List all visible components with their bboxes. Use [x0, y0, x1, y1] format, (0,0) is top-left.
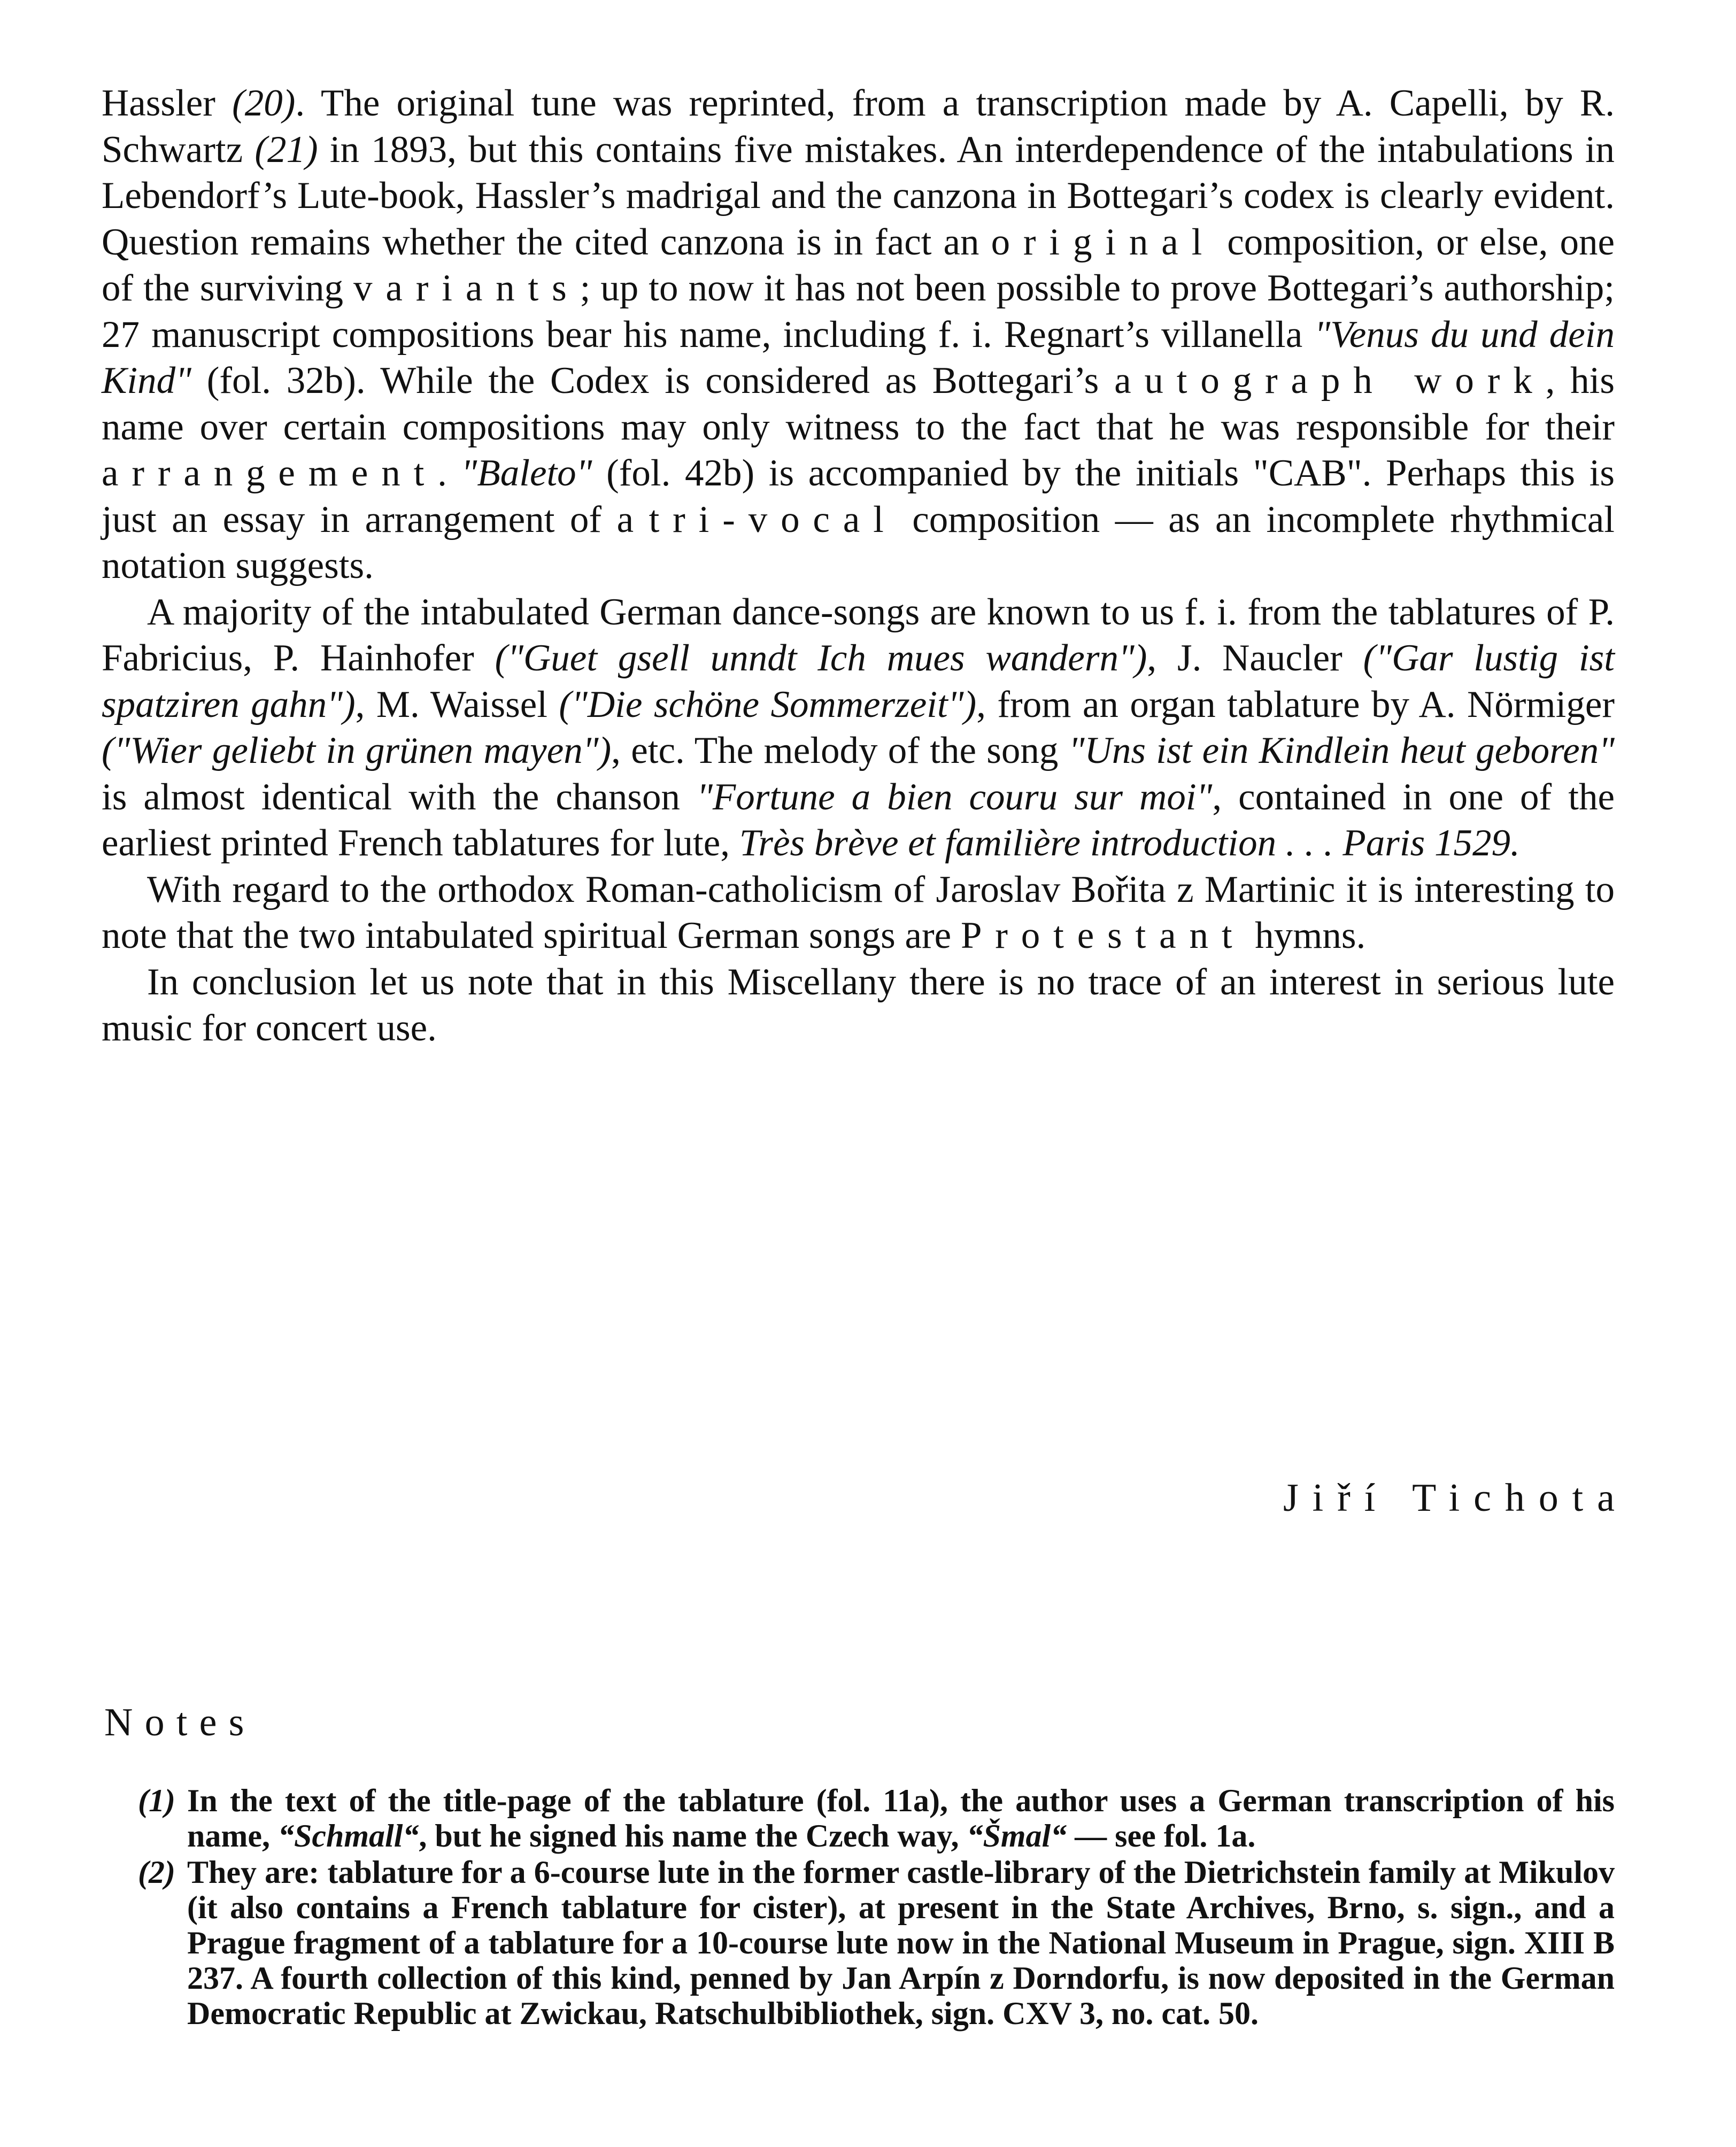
- italic-text: "Venus du und dein Kind": [102, 313, 1615, 401]
- text-run: , etc. The melody of the song: [611, 730, 1069, 771]
- spaced-emphasis: original: [991, 221, 1216, 263]
- text-run: — see fol. 1a.: [1067, 1818, 1256, 1853]
- paragraph: [102, 959, 1615, 1052]
- paragraph: [102, 589, 1615, 867]
- footnote: [102, 1855, 1615, 2031]
- text-run: In the text of the title-page of the tablature (fol. 11a), the author uses a German transcription of his name,: [187, 1783, 1615, 1853]
- footnote-text: [187, 1855, 1615, 2031]
- text-run: , contained in one of the earliest printed French tablatures for lute,: [102, 776, 1615, 864]
- footnote-number: (2): [138, 1855, 175, 1890]
- text-run: ; up to now it has not been possible to prove Bottegari’s authorship; 27 manuscript compositions bear his name, including f. i. Regnart’s villanella: [102, 267, 1615, 356]
- text-run: , from an organ tablature by A. Nörmiger: [976, 683, 1615, 725]
- spaced-emphasis: arrangement: [102, 452, 438, 494]
- italic-text: ("Wier geliebt in grünen mayen"): [102, 730, 612, 771]
- italic-text: "Baleto": [461, 452, 592, 494]
- italic-text: "Uns ist ein Kindlein heut geboren": [1068, 730, 1615, 771]
- italic-text: "Fortune a bien couru sur moi": [697, 776, 1213, 818]
- text-run: hymns.: [1245, 915, 1366, 956]
- footnote-text: [187, 1783, 1615, 1853]
- paragraph: [102, 80, 1615, 589]
- article-body: [102, 80, 1615, 1052]
- text-run: , but he signed his name the Czech way,: [419, 1818, 967, 1853]
- spaced-emphasis: variants: [353, 267, 580, 309]
- article-page: [102, 80, 1629, 2031]
- text-run: In conclusion let us note that in this Miscellany there is no trace of an interest in serious lute music for concert use.: [102, 961, 1615, 1049]
- italic-text: Très brève et familière introduction . . . Paris 1529.: [739, 822, 1520, 864]
- italic-text: (20): [232, 82, 296, 124]
- footnote-number: (1): [138, 1783, 175, 1818]
- paragraph: [102, 867, 1615, 959]
- text-run: (fol. 42b) is accompanied by the initials "CAB". Perhaps this is just an essay in arrangement of a: [102, 452, 1615, 540]
- text-run: , M. Waissel: [355, 683, 559, 725]
- spaced-emphasis: autograph work: [1114, 360, 1546, 401]
- text-run: With regard to the orthodox Roman-catholicism of Jaroslav Bořita z Martinic it is interesting to note that the two intabulated spiritual German songs are: [102, 868, 1615, 956]
- notes-list: [102, 1783, 1615, 2032]
- text-run: They are: tablature for a 6-course lute in the former castle-library of the Dietrichstein family at Mikulov (it also contains a French tablature for cister), at present in the State Archives, Brno, s. sign., and a Prague fragment of a tablature for a 10-course lute now in the National Museum in Prague, sign. XIII B 237. A fourth collection of this kind, penned by Jan Arpín z Dorndorfu, is now deposited in the German Democratic Republic at Zwickau, Ratschulbibliothek, sign. CXV 3, no. cat. 50.: [187, 1855, 1615, 2031]
- italic-text: ("Gar lustig ist spatziren gahn"): [102, 637, 1615, 725]
- italic-text: ("Guet gsell unndt Ich mues wandern"): [495, 637, 1147, 679]
- spaced-emphasis: tri-vocal: [649, 498, 897, 540]
- author-signature: Jiří Tichota: [1283, 1476, 1629, 1520]
- text-run: .: [437, 452, 461, 494]
- italic-text: “Schmall“: [277, 1818, 419, 1853]
- text-run: in 1893, but this contains five mistakes. An interdependence of the intabulations in Lebendorf’s Lute-book, Hassler’s madrigal and the canzona in Bottegari’s codex is clearly evident. Question remains whether the cited canzona is in fact an: [102, 128, 1615, 263]
- italic-text: “Šmal“: [967, 1818, 1067, 1853]
- text-run: , J. Naucler: [1147, 637, 1363, 679]
- footnote: [102, 1783, 1615, 1853]
- notes-heading: Notes: [104, 1701, 256, 1744]
- italic-text: ("Die schöne Sommerzeit"): [559, 683, 977, 725]
- italic-text: (21): [254, 128, 318, 171]
- text-run: composition, or else, one of the surviving: [102, 221, 1615, 309]
- text-run: , his name over certain compositions may only witness to the fact that he was responsible for their: [102, 360, 1615, 448]
- spaced-emphasis: Protestant: [960, 915, 1246, 956]
- text-run: composition — as an incomplete rhythmical notation suggests.: [102, 498, 1615, 586]
- text-run: A majority of the intabulated German dance-songs are known to us f. i. from the tablatures of P. Fabricius, P. Hainhofer: [102, 591, 1615, 679]
- text-run: (fol. 32b). While the Codex is considered as Bottegari’s: [191, 360, 1115, 401]
- text-run: is almost identical with the chanson: [102, 776, 697, 818]
- text-run: . The original tune was reprinted, from a transcription made by A. Capelli, by R. Schwartz: [102, 82, 1615, 171]
- text-run: Hassler: [102, 82, 233, 124]
